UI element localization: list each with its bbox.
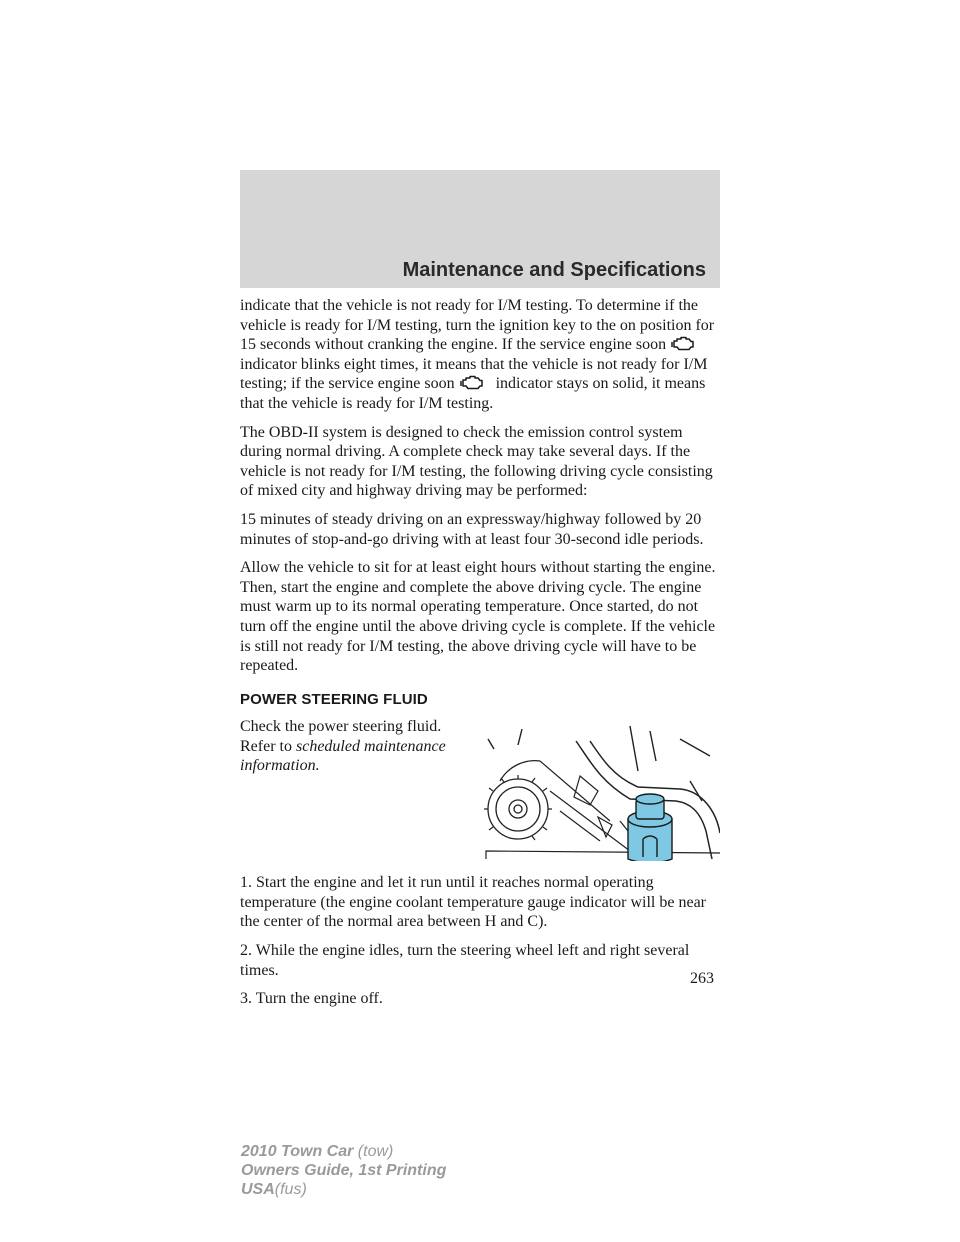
paragraph-obd-ii: The OBD-II system is designed to check the emission control system during normal driving. A complete check may take several days. If the vehicle is not ready for I/M testing, the following driving cycle consisting of mixed city and highway driving may be performed: bbox=[240, 423, 713, 500]
document-footer bbox=[241, 1142, 446, 1199]
page-body bbox=[240, 296, 726, 1018]
footer-market-code: (fus) bbox=[274, 1181, 307, 1198]
scheduled-maintenance-reference: scheduled maintenance information. bbox=[240, 737, 446, 775]
paragraph-im-readiness bbox=[240, 296, 726, 414]
section-heading-power-steering: POWER STEERING FLUID bbox=[240, 690, 428, 708]
step-3: 3. Turn the engine off. bbox=[240, 990, 383, 1008]
power-steering-reservoir-illustration bbox=[480, 721, 720, 861]
section-header-band bbox=[240, 170, 720, 288]
intro-text: Check the power steering fluid. bbox=[240, 718, 442, 736]
check-engine-icon bbox=[671, 335, 695, 353]
step-2: 2. While the engine idles, turn the steering wheel left and right several times. bbox=[240, 942, 690, 979]
page-number: 263 bbox=[690, 970, 714, 987]
footer-line-model bbox=[241, 1142, 446, 1161]
footer-model-code: (tow) bbox=[357, 1143, 394, 1160]
footer-line-market bbox=[241, 1180, 446, 1199]
footer-model: 2010 Town Car bbox=[241, 1143, 354, 1160]
text-segment: indicator stays on solid, it means that the vehicle is ready for I/M testing. bbox=[240, 375, 706, 412]
power-steering-intro bbox=[240, 717, 470, 861]
footer-market: USA bbox=[241, 1181, 275, 1198]
refer-text: Refer to bbox=[240, 737, 292, 755]
paragraph-repeat-cycle: Allow the vehicle to sit for at least eight hours without starting the engine. Then, start the engine and complete the above driving cycle. The engine must warm up to its normal operating temperature. Once started, do not turn off the engine until the above driving cycle is complete. If the vehicle is still not ready for I/M testing, the above driving cycle will have to be repeated. bbox=[240, 559, 716, 675]
paragraph-driving-cycle: 15 minutes of steady driving on an expressway/highway followed by 20 minutes of stop-and-go driving with at least four 30-second idle periods. bbox=[240, 510, 704, 548]
footer-guide: Owners Guide, 1st Printing bbox=[241, 1162, 447, 1179]
power-steering-figure-row bbox=[240, 717, 726, 861]
text-segment: indicator blinks eight times, it means that the vehicle is not ready for I/M testing; if the service engine soon bbox=[240, 355, 708, 393]
section-title: Maintenance and Specifications bbox=[402, 259, 706, 281]
check-engine-icon bbox=[460, 374, 484, 392]
step-1: 1. Start the engine and let it run until it reaches normal operating temperature (the engine coolant temperature gauge indicator will be near the center of the normal area between H and C). bbox=[240, 874, 707, 931]
footer-line-guide bbox=[241, 1161, 446, 1180]
text-segment: indicate that the vehicle is not ready for I/M testing. To determine if the vehicle is ready for I/M testing, turn the ignition key to the on position for 15 seconds without cranking the engine. If the service engine soon bbox=[240, 297, 715, 354]
